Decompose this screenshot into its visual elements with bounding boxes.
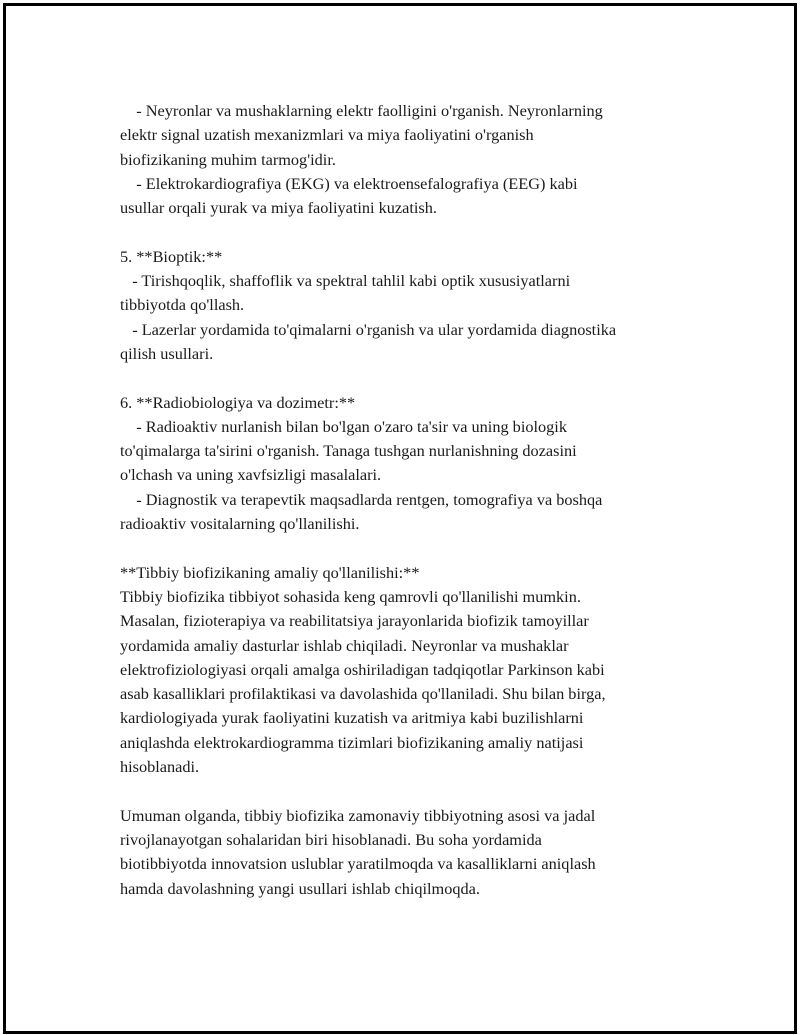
page-frame <box>3 3 797 1034</box>
text-line: kardiologiyada yurak faoliyatini kuzatish va aritmiya kabi buzilishlarni <box>120 708 584 728</box>
text-line: - Lazerlar yordamida to'qimalarni o'rganish va ular yordamida diagnostika <box>120 319 617 339</box>
text-line: hamda davolashning yangi usullari ishlab chiqilmoqda. <box>120 878 480 898</box>
text-line: hisoblanadi. <box>120 757 200 777</box>
paragraph-gap <box>120 366 700 390</box>
text-line: - Diagnostik va terapevtik maqsadlarda rentgen, tomografiya va boshqa <box>120 489 603 509</box>
text-line: aniqlashda elektrokardiogramma tizimlari biofizikaning amaliy natijasi <box>120 732 584 752</box>
text-line: yordamida amaliy dasturlar ishlab chiqiladi. Neyronlar va mushaklar <box>120 635 569 655</box>
neuron-section-continuation <box>120 99 700 220</box>
text-line: elektrofiziologiyasi orqali amalga oshiriladigan tadqiqotlar Parkinson kabi <box>120 659 605 679</box>
text-line: 6. **Radiobiologiya va dozimetr:** <box>120 392 356 412</box>
text-line: - Tirishqoqlik, shaffoflik va spektral tahlil kabi optik xususiyatlarni <box>120 271 571 291</box>
text-line: tibbiyotda qo'llash. <box>120 295 245 315</box>
text-line: usullar orqali yurak va miya faoliyatini kuzatish. <box>120 198 437 218</box>
text-line: Umuman olganda, tibbiy biofizika zamonaviy tibbiyotning asosi va jadal <box>120 805 596 825</box>
text-line: 5. **Bioptik:** <box>120 246 223 266</box>
text-line: elektr signal uzatish mexanizmlari va miya faoliyatini o'rganish <box>120 125 534 145</box>
section-5-bioptik <box>120 245 700 366</box>
text-line: - Elektrokardiografiya (EKG) va elektroensefalografiya (EEG) kabi <box>120 173 578 193</box>
text-line: biotibbiyotda innovatsion uslublar yaratilmoqda va kasalliklarni aniqlash <box>120 854 596 874</box>
document-body <box>120 99 700 901</box>
text-line: - Neyronlar va mushaklarning elektr faolligini o'rganish. Neyronlarning <box>120 101 603 120</box>
section-6-radiobiologiya <box>120 391 700 537</box>
conclusion <box>120 804 700 901</box>
text-line: - Radioaktiv nurlanish bilan bo'lgan o'zaro ta'sir va uning biologik <box>120 416 567 436</box>
text-line: rivojlanayotgan sohalaridan biri hisoblanadi. Bu soha yordamida <box>120 829 542 849</box>
text-line: to'qimalarga ta'sirini o'rganish. Tanaga tushgan nurlanishning dozasini <box>120 441 577 461</box>
text-line: Tibbiy biofizika tibbiyot sohasida keng qamrovli qo'llanilishi mumkin. <box>120 586 581 606</box>
text-line: **Tibbiy biofizikaning amaliy qo'llanilishi:** <box>120 562 420 582</box>
text-line: qilish usullari. <box>120 343 214 363</box>
text-line: Masalan, fizioterapiya va reabilitatsiya jarayonlarida biofizik tamoyillar <box>120 611 589 631</box>
paragraph-gap <box>120 779 700 803</box>
text-line: asab kasalliklari profilaktikasi va davolashida qo'llaniladi. Shu bilan birga, <box>120 684 606 704</box>
paragraph-gap <box>120 220 700 244</box>
paragraph-gap <box>120 536 700 560</box>
text-line: biofizikaning muhim tarmog'idir. <box>120 149 336 169</box>
text-line: radioaktiv vositalarning qo'llanilishi. <box>120 514 360 534</box>
text-line: o'lchash va uning xavfsizligi masalalari. <box>120 465 382 485</box>
section-amaliy <box>120 561 700 780</box>
